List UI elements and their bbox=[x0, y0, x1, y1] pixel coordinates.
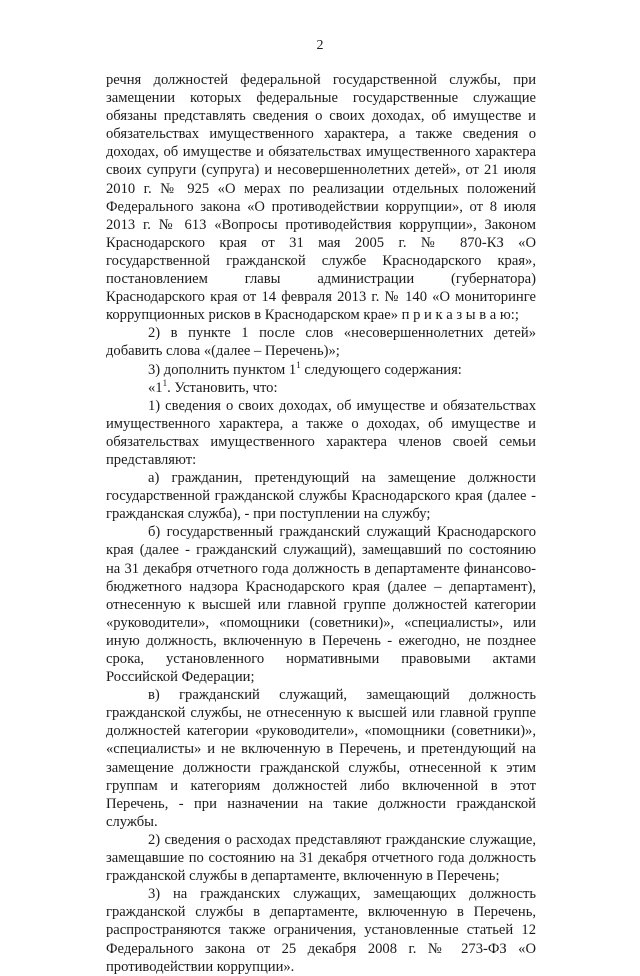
paragraph-subitem-v: в) гражданский служащий, замещающий должность гражданской службы, не отнесенную к высшей или главной группе должностей категории «руководители», «помощники (советники)», «специалисты» и не включенную в Перечень, и претендующий на замещение должности гражданской службы, отнесенной к этим группам и категориям должностей либо включенной в этот Перечень, - при назначении на такие должности гражданской службы. bbox=[106, 687, 536, 830]
clause-heading-text: «1 bbox=[148, 379, 163, 396]
paragraph-subitem-b: б) государственный гражданский служащий Краснодарского края (далее - гражданский служащий), замещавший по состоянию на 31 декабря отчетного года должность в департаменте финансово-бюджетного надзора Краснодарского края (далее – департамент), отнесенную к высшей или главной группе должностей категории «руководители», «помощники (советники)», «специалисты», или иную должность, включенную в Перечень - ежегодно, не позднее срока, установленного нормативными правовыми актами Российской Федерации; bbox=[106, 524, 536, 686]
paragraph-subitem-1: 1) сведения о своих доходах, об имуществе и обязательствах имущественного характера, а также о доходах, об имуществе и обязательствах имущественного характера членов своей семьи представляют: bbox=[106, 397, 536, 468]
document-body bbox=[106, 71, 536, 976]
paragraph-subitem-2: 2) сведения о расходах представляют гражданские служащие, замещавшие по состоянию на 31 декабря отчетного года должность гражданской службы в департаменте, включенную в Перечень; bbox=[106, 831, 536, 885]
superscript-marker: 1 bbox=[296, 359, 301, 370]
paragraph-subitem-a: а) гражданин, претендующий на замещение должности государственной гражданской службы Краснодарского края (далее - гражданская служба), - при поступлении на службу; bbox=[106, 470, 536, 523]
superscript-marker: 1 bbox=[162, 377, 168, 388]
paragraph-clause-heading bbox=[106, 379, 536, 397]
paragraph-item-3-text: 3) дополнить пунктом 1 bbox=[148, 361, 297, 378]
paragraph-item-3-tail: следующего содержания: bbox=[300, 361, 462, 378]
paragraph-continuation: речня должностей федеральной государственной службы, при замещении которых федеральные государственные служащие обязаны представлять сведения о своих доходах, об имуществе и обязательствах имущественного характера, а также сведения о доходах, об имуществе и обязательствах имущественного характера своих супруги (супруга) и несовершеннолетних детей», от 21 июля 2010 г. № 925 «О мерах по реализации отдельных положений Федерального закона «О противодействии коррупции», от 8 июля 2013 г. № 613 «Вопросы противодействия коррупции», Законом Краснодарского края от 31 мая 2005 г. № 870-КЗ «О государственной гражданской службе Краснодарского края», постановлением главы администрации (губернатора) Краснодарского края от 14 февраля 2013 г. № 140 «О мониторинге коррупционных рисков в Краснодарском крае» п р и к а з ы в а ю:; bbox=[106, 72, 536, 324]
clause-heading-tail: . Установить, что: bbox=[167, 379, 278, 396]
paragraph-item-2: 2) в пункте 1 после слов «несовершеннолетних детей» добавить слова «(далее – Перечень)»; bbox=[106, 325, 536, 360]
page-number: 2 bbox=[316, 38, 324, 53]
paragraph-subitem-3: 3) на гражданских служащих, замещающих должность гражданской службы в департаменте, включенную в Перечень, распространяются также ограничения, установленные статьей 12 Федерального закона от 25 декабря 2008 г. № 273-ФЗ «О противодействии коррупции». bbox=[106, 886, 536, 975]
paragraph-item-3 bbox=[106, 361, 536, 379]
